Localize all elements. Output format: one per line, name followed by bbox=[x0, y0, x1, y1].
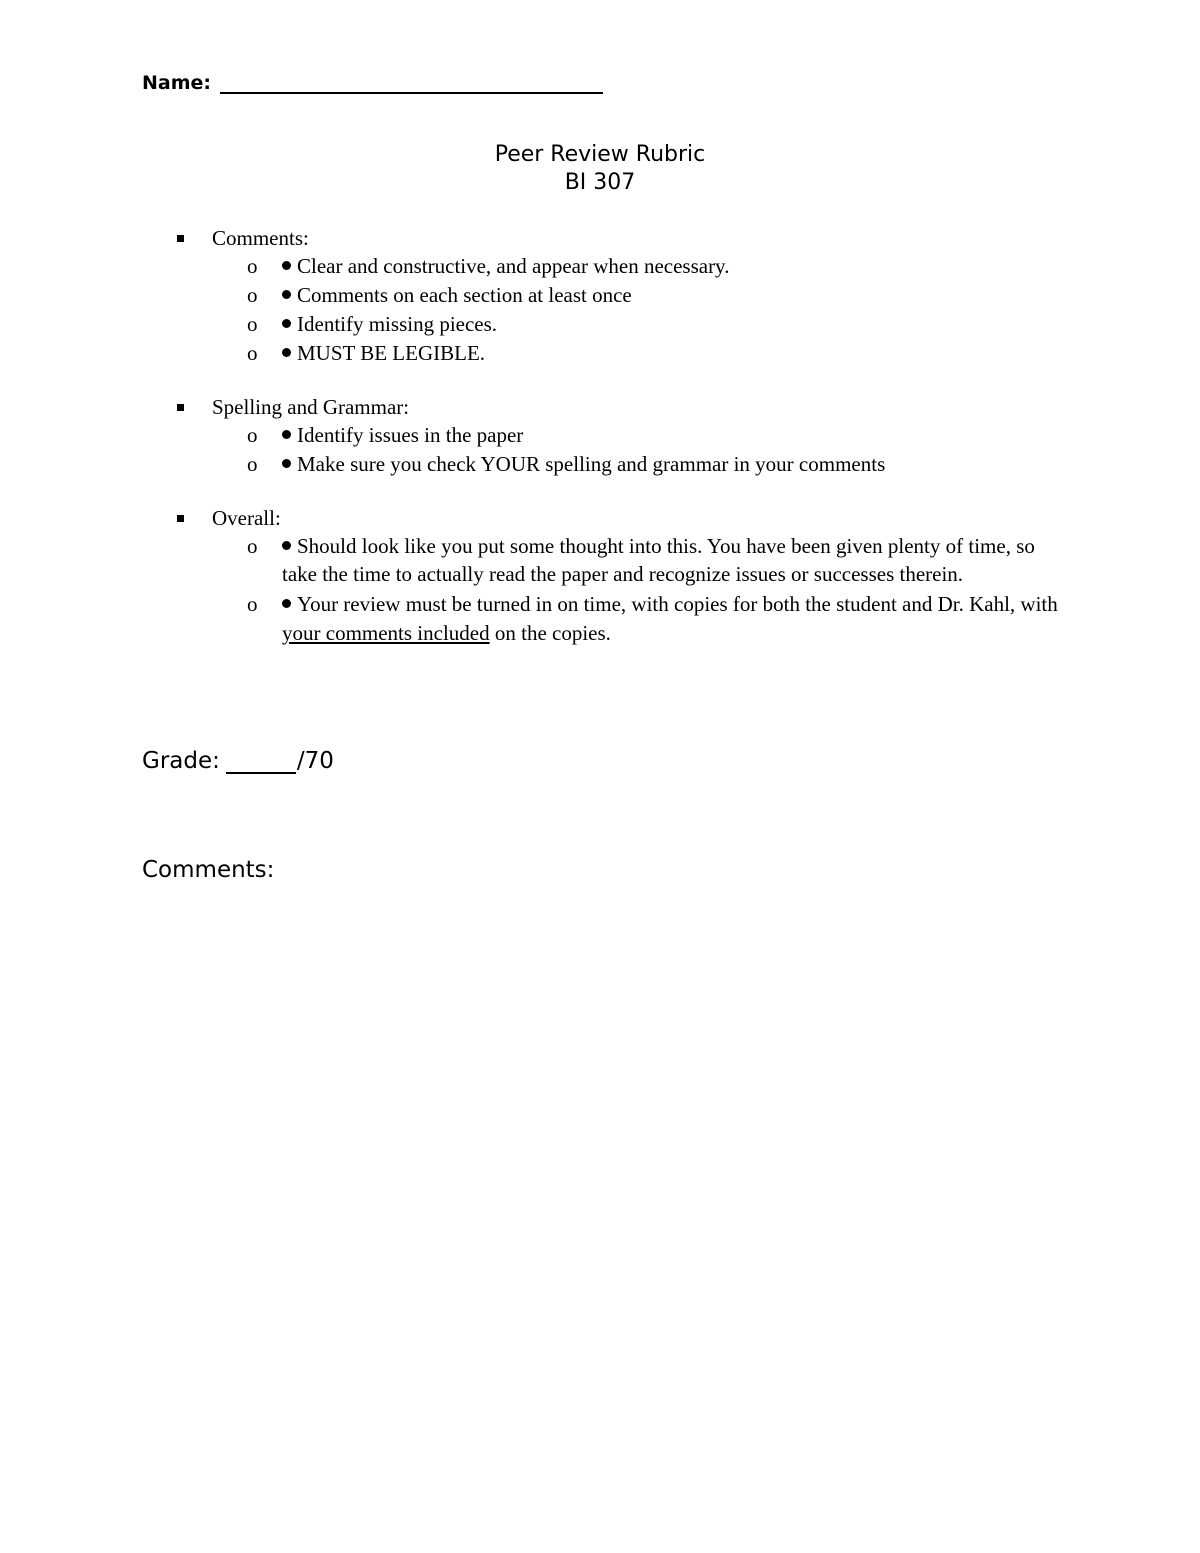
item-text: MUST BE LEGIBLE. bbox=[297, 341, 486, 365]
item-text-before: Your review must be turned in on time, with copies for both the student and Dr. Kahl, with bbox=[297, 592, 1058, 616]
grade-blank-line bbox=[226, 750, 296, 774]
name-blank-line bbox=[220, 72, 603, 94]
circle-bullet-icon: o bbox=[247, 534, 258, 558]
section-label: Spelling and Grammar: bbox=[212, 395, 410, 419]
list-item bbox=[175, 590, 1075, 648]
circle-bullet-icon: o bbox=[247, 341, 258, 365]
item-text: Should look like you put some thought into this. You have been given plenty of time, so take the time to actually read the paper and recognize issues or successes therein. bbox=[282, 534, 1035, 586]
circle-bullet-icon: o bbox=[247, 592, 258, 616]
circle-bullet-icon: o bbox=[247, 312, 258, 336]
dot-bullet-icon bbox=[282, 459, 291, 468]
item-text: Make sure you check YOUR spelling and grammar in your comments bbox=[297, 452, 886, 476]
item-text-after: on the copies. bbox=[489, 621, 611, 645]
name-field bbox=[142, 72, 603, 94]
item-text: Identify issues in the paper bbox=[297, 423, 524, 447]
rubric-section-comments bbox=[175, 225, 1075, 368]
square-bullet-icon bbox=[177, 404, 184, 411]
dot-bullet-icon bbox=[282, 348, 291, 357]
list-item bbox=[175, 450, 1075, 479]
item-text-underlined: your comments included bbox=[282, 621, 490, 645]
item-text: Comments on each section at least once bbox=[297, 283, 632, 307]
section-heading bbox=[175, 225, 1075, 252]
list-item bbox=[175, 339, 1075, 368]
section-heading bbox=[175, 394, 1075, 421]
dot-bullet-icon bbox=[282, 261, 291, 270]
dot-bullet-icon bbox=[282, 430, 291, 439]
dot-bullet-icon bbox=[282, 599, 291, 608]
rubric-section-overall bbox=[175, 505, 1075, 648]
section-label: Overall: bbox=[212, 506, 281, 530]
title-line-1: Peer Review Rubric bbox=[494, 142, 706, 167]
rubric-section-spelling-grammar bbox=[175, 394, 1075, 479]
dot-bullet-icon bbox=[282, 290, 291, 299]
document-title bbox=[0, 141, 1200, 197]
list-item bbox=[175, 421, 1075, 450]
rubric-list bbox=[175, 225, 1075, 674]
circle-bullet-icon: o bbox=[247, 254, 258, 278]
square-bullet-icon bbox=[177, 235, 184, 242]
dot-bullet-icon bbox=[282, 541, 291, 550]
section-label: Comments: bbox=[212, 226, 309, 250]
list-item bbox=[175, 281, 1075, 310]
circle-bullet-icon: o bbox=[247, 423, 258, 447]
grade-label: Grade: bbox=[142, 748, 220, 774]
list-item bbox=[175, 310, 1075, 339]
item-text: Clear and constructive, and appear when necessary. bbox=[297, 254, 730, 278]
dot-bullet-icon bbox=[282, 319, 291, 328]
name-label: Name: bbox=[142, 72, 212, 94]
item-text: Identify missing pieces. bbox=[297, 312, 498, 336]
circle-bullet-icon: o bbox=[247, 452, 258, 476]
square-bullet-icon bbox=[177, 515, 184, 522]
circle-bullet-icon: o bbox=[247, 283, 258, 307]
grade-field bbox=[142, 748, 334, 774]
list-item bbox=[175, 252, 1075, 281]
list-item bbox=[175, 532, 1075, 588]
grade-total: /70 bbox=[296, 748, 334, 774]
section-heading bbox=[175, 505, 1075, 532]
comments-heading: Comments: bbox=[142, 857, 275, 883]
title-line-2: BI 307 bbox=[564, 170, 636, 195]
